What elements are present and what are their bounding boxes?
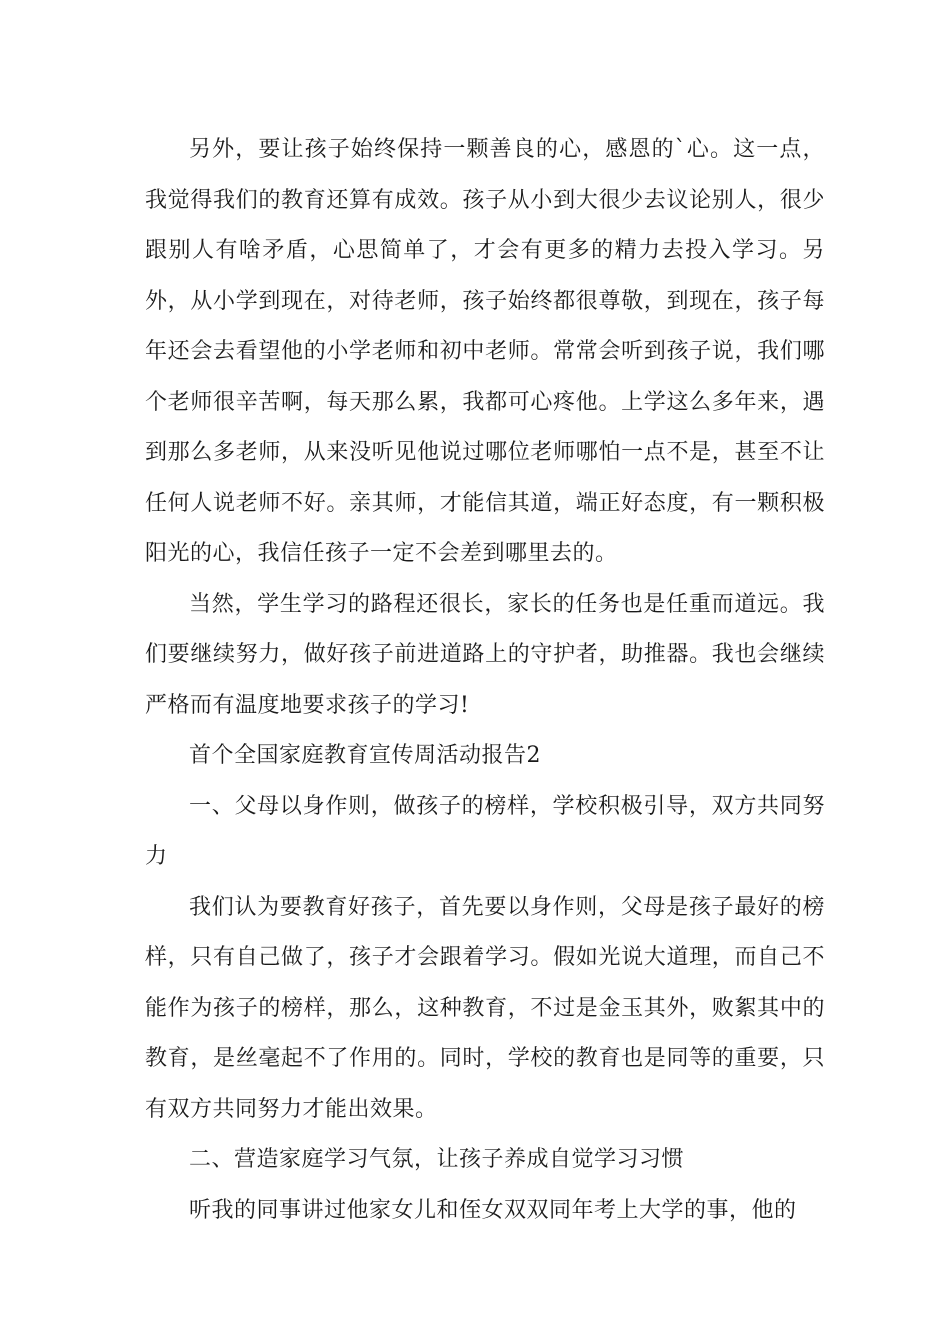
paragraph-colleague-story: 听我的同事讲过他家女儿和侄女双双同年考上大学的事，他的 bbox=[189, 1197, 797, 1223]
paragraph-long-road: 当然，学生学习的路程还很长，家长的任务也是任重而道远。我们要继续努力，做好孩子前进道路上的守护者，助推器。我也会继续严格而有温度地要求孩子的学习! bbox=[145, 591, 825, 718]
paragraph-gratitude: 另外，要让孩子始终保持一颗善良的心，感恩的`心。这一点，我觉得我们的教育还算有成效。孩子从小到大很少去议论别人，很少跟别人有啥矛盾，心思简单了，才会有更多的精力去投入学习。另外，从小学到现在，对待老师，孩子始终都很尊敬，到现在，孩子每年还会去看望他的小学老师和初中老师。常常会听到孩子说，我们哪个老师很辛苦啊，每天那么累，我都可心疼他。上学这么多年来，遇到那么多老师，从来没听见他说过哪位老师哪怕一点不是，甚至不让任何人说老师不好。亲其师，才能信其道，端正好态度，有一颗积极阳光的心，我信任孩子一定不会差到哪里去的。 bbox=[145, 137, 825, 566]
report-heading: 首个全国家庭教育宣传周活动报告2 bbox=[189, 743, 541, 768]
document-body bbox=[145, 125, 825, 1236]
paragraph-role-model: 我们认为要教育好孩子，首先要以身作则，父母是孩子最好的榜样，只有自己做了，孩子才会跟着学习。假如光说大道理，而自己不能作为孩子的榜样，那么，这种教育，不过是金玉其外，败絮其中的教育，是丝毫起不了作用的。同时，学校的教育也是同等的重要，只有双方共同努力才能出效果。 bbox=[145, 894, 825, 1122]
section-heading-2: 二、营造家庭学习气氛，让孩子养成自觉学习习惯 bbox=[189, 1147, 685, 1172]
section-heading-1: 一、父母以身作则，做孩子的榜样，学校积极引导，双方共同努力 bbox=[145, 793, 825, 869]
